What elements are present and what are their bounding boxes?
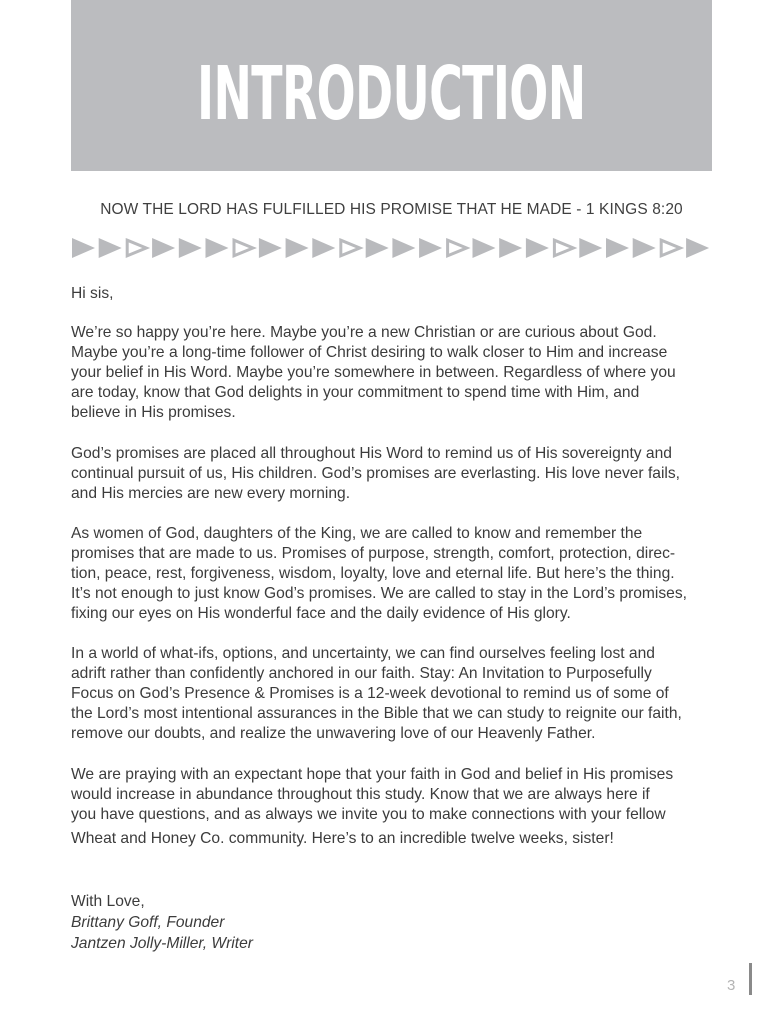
triangle-divider-graphic bbox=[72, 236, 714, 260]
title-banner bbox=[71, 0, 712, 171]
triangle-outline-icon bbox=[554, 240, 573, 256]
closing: With Love, bbox=[71, 893, 145, 910]
triangle-filled-icon bbox=[312, 238, 335, 258]
paragraph-line: remove our doubts, and realize the unwavering love of our Heavenly Father. bbox=[71, 725, 596, 742]
paragraph-line: you have questions, and as always we invite you to make connections with your fellow bbox=[71, 806, 666, 823]
paragraph-line: In a world of what-ifs, options, and uncertainty, we can find ourselves feeling lost and bbox=[71, 645, 655, 662]
triangle-filled-icon bbox=[286, 238, 309, 258]
triangle-filled-icon bbox=[526, 238, 549, 258]
paragraph-line: adrift rather than confidently anchored in our faith. Stay: An Invitation to Purposefully bbox=[71, 665, 652, 682]
paragraph-line: your belief in His Word. Maybe you’re somewhere in between. Regardless of where you bbox=[71, 364, 676, 381]
triangle-filled-icon bbox=[392, 238, 415, 258]
scripture-verse: NOW THE LORD HAS FULFILLED HIS PROMISE THAT HE MADE - 1 KINGS 8:20 bbox=[100, 201, 683, 218]
triangle-outline-icon bbox=[234, 240, 253, 256]
signature-founder: Brittany Goff, Founder bbox=[71, 914, 225, 931]
triangle-outline-icon bbox=[127, 240, 146, 256]
paragraph-2 bbox=[71, 444, 716, 504]
triangle-filled-icon bbox=[259, 238, 282, 258]
paragraph-line: God’s promises are placed all throughout His Word to remind us of His sovereignty and bbox=[71, 445, 672, 462]
triangle-filled-icon bbox=[72, 238, 95, 258]
paragraph-5 bbox=[71, 765, 716, 849]
paragraph-1 bbox=[71, 323, 716, 423]
paragraph-line: continual pursuit of us, His children. God’s promises are everlasting. His love never fails, bbox=[71, 465, 681, 482]
triangle-filled-icon bbox=[152, 238, 175, 258]
greeting bbox=[71, 284, 716, 304]
triangle-outline-icon bbox=[341, 240, 360, 256]
paragraph-line: the Lord’s most intentional assurances in the Bible that we can study to reignite our faith, bbox=[71, 705, 682, 722]
paragraph-4 bbox=[71, 644, 716, 744]
paragraph-line: It’s not enough to just know God’s promises. We are called to stay in the Lord’s promises, bbox=[71, 585, 687, 602]
triangle-filled-icon bbox=[419, 238, 442, 258]
signature-block bbox=[71, 891, 253, 954]
paragraph-line: We’re so happy you’re here. Maybe you’re a new Christian or are curious about God. bbox=[71, 324, 657, 341]
triangle-filled-icon bbox=[633, 238, 656, 258]
paragraph-line: Focus on God’s Presence & Promises is a 12-week devotional to remind us of some of bbox=[71, 685, 669, 702]
triangle-filled-icon bbox=[366, 238, 389, 258]
triangle-filled-icon bbox=[686, 238, 709, 258]
triangle-outline-icon bbox=[661, 240, 680, 256]
paragraph-line: are today, know that God delights in your commitment to spend time with Him, and bbox=[71, 384, 640, 401]
triangle-filled-icon bbox=[606, 238, 629, 258]
triangle-filled-icon bbox=[499, 238, 522, 258]
paragraph-line: As women of God, daughters of the King, we are called to know and remember the bbox=[71, 525, 643, 542]
paragraph-3 bbox=[71, 524, 716, 624]
triangle-outline-icon bbox=[448, 240, 467, 256]
paragraph-line: promises that are made to us. Promises of purpose, strength, comfort, protection, direc- bbox=[71, 545, 676, 562]
paragraph-line: would increase in abundance throughout this study. Know that we are always here if bbox=[71, 786, 650, 803]
greeting-text: Hi sis, bbox=[71, 285, 114, 302]
triangle-divider bbox=[72, 236, 714, 260]
paragraph-line: Wheat and Honey Co. community. Here’s to an incredible twelve weeks, sister! bbox=[71, 830, 614, 847]
page-number: 3 bbox=[727, 977, 736, 994]
paragraph-line: believe in His promises. bbox=[71, 404, 236, 421]
signature-writer: Jantzen Jolly-Miller, Writer bbox=[71, 935, 253, 952]
triangle-filled-icon bbox=[473, 238, 496, 258]
page-title: INTRODUCTION bbox=[197, 50, 586, 137]
triangle-filled-icon bbox=[99, 238, 122, 258]
triangle-filled-icon bbox=[206, 238, 229, 258]
paragraph-line: tion, peace, rest, forgiveness, wisdom, loyalty, love and eternal life. But here’s the thing. bbox=[71, 565, 675, 582]
paragraph-line: Maybe you’re a long-time follower of Christ desiring to walk closer to Him and increase bbox=[71, 344, 668, 361]
paragraph-line: and His mercies are new every morning. bbox=[71, 485, 351, 502]
paragraph-line: fixing our eyes on His wonderful face and the daily evidence of His glory. bbox=[71, 605, 571, 622]
page-marker-bar bbox=[749, 963, 752, 995]
triangle-filled-icon bbox=[179, 238, 202, 258]
paragraph-line: We are praying with an expectant hope that your faith in God and belief in His promises bbox=[71, 766, 674, 783]
triangle-filled-icon bbox=[579, 238, 602, 258]
